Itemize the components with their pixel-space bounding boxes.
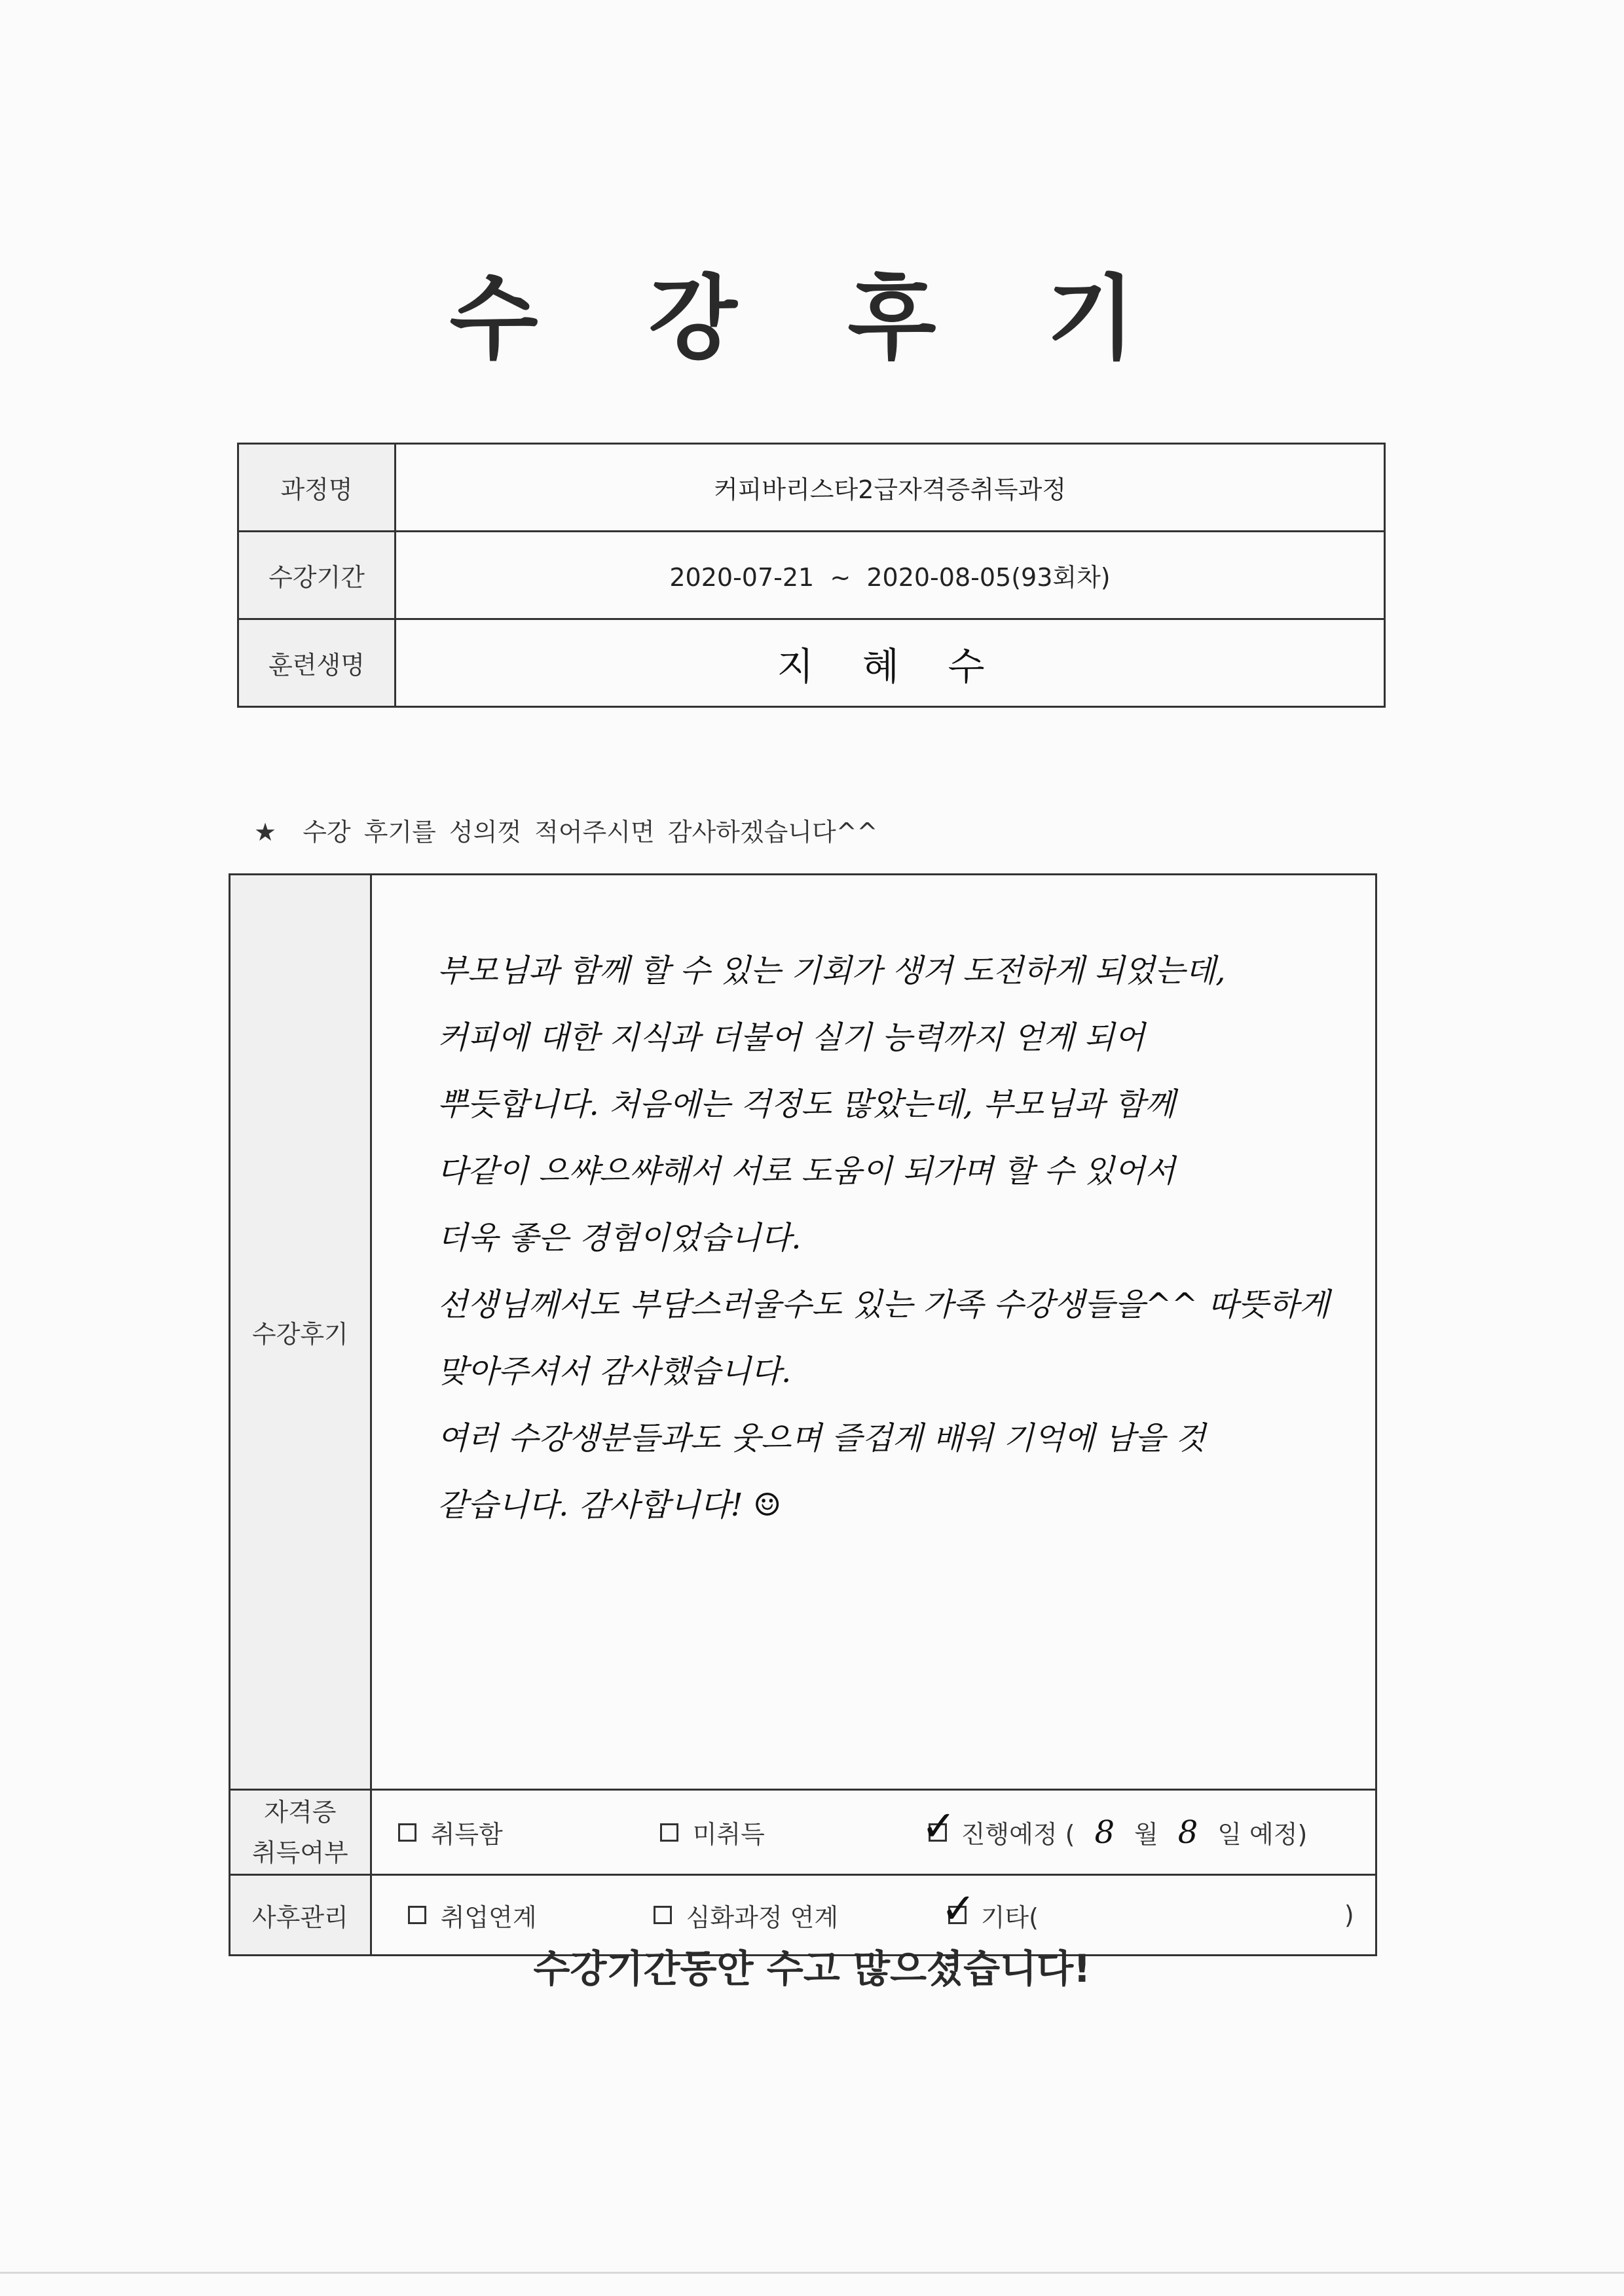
checkbox-not-acquired[interactable] <box>660 1823 678 1842</box>
checkmark-icon: ✓ <box>921 1802 957 1851</box>
scheduled-month-handwritten: 8 <box>1094 1813 1115 1851</box>
course-period-label: 수강기간 <box>238 532 396 619</box>
review-line: 뿌듯합니다. 처음에는 걱정도 많았는데, 부모님과 함께 <box>437 1086 1175 1123</box>
scheduled-day-handwritten: 8 <box>1177 1813 1198 1851</box>
certificate-options <box>371 1790 1376 1875</box>
option-not-acquired[interactable] <box>660 1814 929 1850</box>
checkbox-acquired[interactable] <box>398 1823 416 1842</box>
option-scheduled[interactable] <box>921 1802 1308 1851</box>
option-other[interactable] <box>940 1885 1354 1933</box>
course-name-value: 커피바리스타2급자격증취득과정 <box>396 444 1385 532</box>
checkbox-scheduled[interactable] <box>921 1802 957 1851</box>
trainee-name-handwritten: 지 혜 수 <box>396 619 1385 707</box>
review-label: 수강후기 <box>230 875 371 1790</box>
review-line: 부모님과 함께 할 수 있는 기회가 생겨 도전하게 되었는데, <box>437 953 1226 989</box>
certificate-label-line1: 자격증 <box>264 1797 337 1827</box>
course-period-value: 2020-07-21 ~ 2020-08-05(93회차) <box>396 532 1385 619</box>
scan-edge-divider <box>0 2272 1624 2274</box>
review-line: 선생님께서도 부담스러울수도 있는 가족 수강생들을^^ 따뜻하게 <box>437 1286 1329 1323</box>
option-other-close: ) <box>1344 1901 1354 1929</box>
review-handwritten-text <box>371 875 1376 1790</box>
month-unit: 월 <box>1134 1820 1158 1849</box>
checkbox-job-link[interactable] <box>408 1906 426 1924</box>
checkbox-advanced-course[interactable] <box>654 1906 672 1924</box>
review-line: 커피에 대한 지식과 더불어 실기 능력까지 얻게 되어 <box>437 1019 1145 1056</box>
aftercare-label: 사후관리 <box>230 1875 371 1956</box>
option-scheduled-label: 진행예정 ( <box>961 1820 1075 1849</box>
page-title: 수 강 후 기 <box>449 266 1175 373</box>
review-line: 더욱 좋은 경험이었습니다. <box>437 1220 802 1256</box>
certificate-status-label <box>230 1790 371 1875</box>
checkbox-other[interactable] <box>940 1885 976 1933</box>
review-line: 다같이 으쌰으쌰해서 서로 도움이 되가며 할 수 있어서 <box>437 1153 1175 1190</box>
option-acquired-label: 취득함 <box>430 1820 503 1849</box>
review-table <box>229 873 1377 1956</box>
course-name-label: 과정명 <box>238 444 396 532</box>
course-info-table <box>237 443 1386 708</box>
review-line: 여러 수강생분들과도 웃으며 즐겁게 배워 기억에 남을 것 <box>437 1420 1206 1457</box>
review-line: 같습니다. 감사합니다! ☺ <box>437 1487 782 1523</box>
certificate-label-line2: 취득여부 <box>251 1838 348 1867</box>
option-job-link-label: 취업연계 <box>440 1903 537 1932</box>
option-not-acquired-label: 미취득 <box>692 1820 765 1849</box>
option-acquired[interactable] <box>398 1814 660 1850</box>
option-advanced-course-label: 심화과정 연계 <box>686 1903 839 1932</box>
day-suffix: 일 예정) <box>1217 1820 1308 1849</box>
option-other-label: 기타( <box>980 1903 1039 1932</box>
instruction-note: ★ 수강 후기를 성의껏 적어주시면 감사하겠습니다^^ <box>254 818 878 847</box>
option-advanced-course[interactable] <box>654 1897 948 1933</box>
option-job-link[interactable] <box>408 1897 654 1933</box>
trainee-name-label: 훈련생명 <box>238 619 396 707</box>
closing-message: 수강기간동안 수고 많으셨습니다! <box>533 1946 1091 1991</box>
review-line: 맞아주셔서 감사했습니다. <box>437 1353 792 1390</box>
checkmark-icon: ✓ <box>940 1885 976 1933</box>
